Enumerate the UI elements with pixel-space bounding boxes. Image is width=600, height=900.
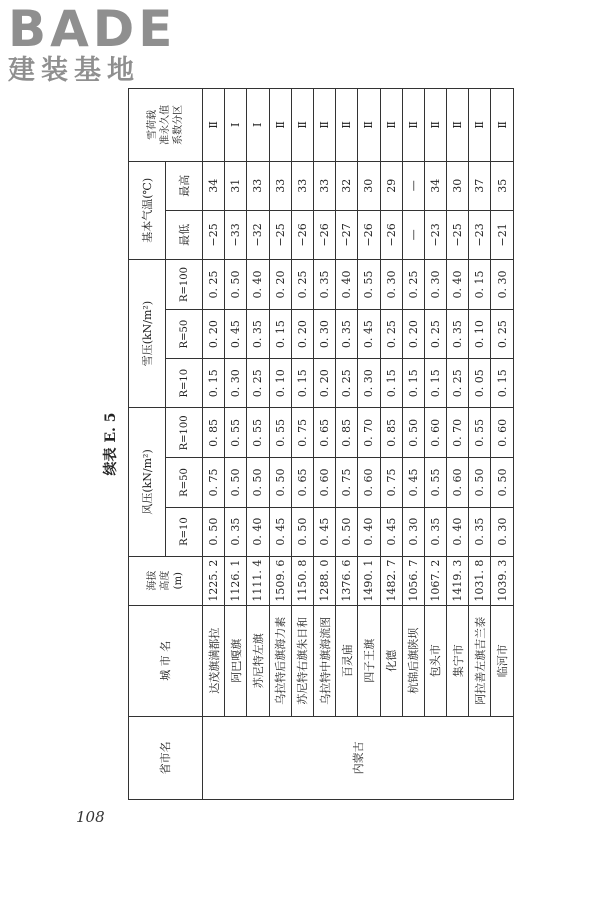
snow-zone-cell: Ⅱ <box>269 89 291 162</box>
header-wind-r100: R=100 <box>166 408 203 458</box>
snow-r100-cell: 0. 35 <box>313 259 335 309</box>
wind-r50-cell: 0. 55 <box>424 458 446 507</box>
altitude-cell: 1056. 7 <box>402 556 424 605</box>
table-row <box>380 89 402 800</box>
wind-r10-cell: 0. 40 <box>447 507 469 556</box>
header-altitude <box>129 556 203 605</box>
climate-data-table <box>128 88 514 800</box>
snow-r50-cell: 0. 30 <box>313 310 335 359</box>
temp-max-cell: 31 <box>225 161 247 210</box>
temp-min-cell: −23 <box>469 210 491 259</box>
snow-r100-cell: 0. 40 <box>336 259 358 309</box>
watermark-brand: BADE <box>8 0 177 58</box>
snow-r50-cell: 0. 25 <box>424 310 446 359</box>
snow-zone-cell: Ⅱ <box>358 89 380 162</box>
wind-r10-cell: 0. 40 <box>358 507 380 556</box>
snow-r10-cell: 0. 30 <box>225 359 247 408</box>
snow-r50-cell: 0. 45 <box>225 310 247 359</box>
temp-min-cell: −26 <box>291 210 313 259</box>
altitude-cell: 1225. 2 <box>203 556 225 605</box>
temp-max-cell: 33 <box>269 161 291 210</box>
altitude-cell: 1111. 4 <box>247 556 269 605</box>
wind-r50-cell: 0. 45 <box>402 458 424 507</box>
snow-r100-cell: 0. 25 <box>203 259 225 309</box>
wind-r10-cell: 0. 45 <box>269 507 291 556</box>
header-city: 城 市 名 <box>129 605 203 716</box>
snow-r10-cell: 0. 25 <box>336 359 358 408</box>
wind-r10-cell: 0. 35 <box>424 507 446 556</box>
temp-max-cell: 33 <box>313 161 335 210</box>
wind-r10-cell: 0. 40 <box>247 507 269 556</box>
page-number: 108 <box>76 808 105 826</box>
snow-r50-cell: 0. 20 <box>203 310 225 359</box>
altitude-cell: 1509. 6 <box>269 556 291 605</box>
wind-r10-cell: 0. 30 <box>491 507 513 556</box>
snow-r100-cell: 0. 20 <box>269 259 291 309</box>
snow-zone-cell: Ⅱ <box>491 89 513 162</box>
header-wind-r50: R=50 <box>166 458 203 507</box>
temp-min-cell: −33 <box>225 210 247 259</box>
snow-zone-cell: Ⅱ <box>402 89 424 162</box>
temp-max-cell: 30 <box>447 161 469 210</box>
wind-r10-cell: 0. 45 <box>313 507 335 556</box>
wind-r100-cell: 0. 50 <box>402 408 424 458</box>
snow-r50-cell: 0. 35 <box>336 310 358 359</box>
snow-r10-cell: 0. 20 <box>313 359 335 408</box>
city-cell: 集宁市 <box>447 605 469 716</box>
table-row <box>203 89 225 800</box>
wind-r10-cell: 0. 35 <box>225 507 247 556</box>
snow-zone-cell: Ⅱ <box>447 89 469 162</box>
table-row <box>469 89 491 800</box>
province-cell: 内蒙古 <box>203 716 514 799</box>
temp-min-cell: −23 <box>424 210 446 259</box>
wind-r100-cell: 0. 60 <box>424 408 446 458</box>
snow-r50-cell: 0. 10 <box>469 310 491 359</box>
snow-r50-cell: 0. 15 <box>269 310 291 359</box>
temp-min-cell: −25 <box>203 210 225 259</box>
snow-r100-cell: 0. 50 <box>225 259 247 309</box>
header-wind-r10: R=10 <box>166 507 203 556</box>
table-row <box>402 89 424 800</box>
snow-r100-cell: 0. 40 <box>447 259 469 309</box>
wind-r10-cell: 0. 50 <box>291 507 313 556</box>
wind-r50-cell: 0. 50 <box>269 458 291 507</box>
wind-r100-cell: 0. 85 <box>336 408 358 458</box>
snow-zone-cell: Ⅱ <box>424 89 446 162</box>
city-cell: 苏尼特左旗 <box>247 605 269 716</box>
snow-r10-cell: 0. 15 <box>291 359 313 408</box>
temp-min-cell: −25 <box>269 210 291 259</box>
wind-r100-cell: 0. 60 <box>491 408 513 458</box>
wind-r50-cell: 0. 65 <box>291 458 313 507</box>
watermark-subtitle: 建装基地 <box>8 55 140 86</box>
wind-r10-cell: 0. 50 <box>336 507 358 556</box>
header-snow-r100: R=100 <box>166 259 203 309</box>
snow-zone-cell: Ⅱ <box>313 89 335 162</box>
temp-max-cell: 37 <box>469 161 491 210</box>
watermark-logo <box>8 2 176 86</box>
wind-r100-cell: 0. 85 <box>380 408 402 458</box>
header-province: 省市名 <box>129 716 203 799</box>
snow-r10-cell: 0. 10 <box>269 359 291 408</box>
table-caption: 续表 E. 5 <box>103 412 119 476</box>
altitude-cell: 1419. 3 <box>447 556 469 605</box>
table-row <box>424 89 446 800</box>
snow-r50-cell: 0. 20 <box>291 310 313 359</box>
wind-r50-cell: 0. 50 <box>225 458 247 507</box>
city-cell: 杭锦后旗陕坝 <box>402 605 424 716</box>
city-cell: 达茂旗满都拉 <box>203 605 225 716</box>
city-cell: 乌拉特后旗海力素 <box>269 605 291 716</box>
wind-r50-cell: 0. 60 <box>447 458 469 507</box>
snow-r100-cell: 0. 40 <box>247 259 269 309</box>
snow-zone-cell: Ⅱ <box>291 89 313 162</box>
wind-r10-cell: 0. 50 <box>203 507 225 556</box>
wind-r100-cell: 0. 70 <box>358 408 380 458</box>
city-cell: 阿巴嘎旗 <box>225 605 247 716</box>
snow-r10-cell: 0. 15 <box>380 359 402 408</box>
wind-r100-cell: 0. 70 <box>447 408 469 458</box>
wind-r50-cell: 0. 50 <box>247 458 269 507</box>
snow-zone-cell: Ⅱ <box>336 89 358 162</box>
header-zone-line3: 系数分区 <box>173 104 184 145</box>
temp-max-cell: — <box>402 161 424 210</box>
temp-max-cell: 30 <box>358 161 380 210</box>
snow-r10-cell: 0. 25 <box>447 359 469 408</box>
snow-r100-cell: 0. 30 <box>491 259 513 309</box>
snow-r10-cell: 0. 15 <box>402 359 424 408</box>
table-row <box>247 89 269 800</box>
temp-min-cell: −32 <box>247 210 269 259</box>
altitude-cell: 1288. 0 <box>313 556 335 605</box>
wind-r100-cell: 0. 75 <box>291 408 313 458</box>
table-row <box>313 89 335 800</box>
snow-r10-cell: 0. 15 <box>424 359 446 408</box>
wind-r50-cell: 0. 50 <box>469 458 491 507</box>
wind-r50-cell: 0. 75 <box>203 458 225 507</box>
city-cell: 包头市 <box>424 605 446 716</box>
temp-max-cell: 29 <box>380 161 402 210</box>
wind-r50-cell: 0. 60 <box>313 458 335 507</box>
snow-r100-cell: 0. 15 <box>469 259 491 309</box>
temp-min-cell: — <box>402 210 424 259</box>
table-row <box>447 89 469 800</box>
snow-r10-cell: 0. 30 <box>358 359 380 408</box>
header-zone-line2: 准永久值 <box>160 104 171 145</box>
city-cell: 百灵庙 <box>336 605 358 716</box>
wind-r100-cell: 0. 85 <box>203 408 225 458</box>
temp-min-cell: −25 <box>447 210 469 259</box>
temp-max-cell: 33 <box>247 161 269 210</box>
wind-r50-cell: 0. 75 <box>336 458 358 507</box>
snow-zone-cell: Ⅱ <box>380 89 402 162</box>
table-body <box>203 89 514 800</box>
city-cell: 临河市 <box>491 605 513 716</box>
wind-r10-cell: 0. 30 <box>402 507 424 556</box>
temp-max-cell: 35 <box>491 161 513 210</box>
header-snow: 雪压(kN/m²) <box>129 259 166 407</box>
altitude-cell: 1482. 7 <box>380 556 402 605</box>
table-row <box>291 89 313 800</box>
table-row <box>358 89 380 800</box>
snow-zone-cell: Ⅱ <box>203 89 225 162</box>
wind-r50-cell: 0. 60 <box>358 458 380 507</box>
table-row <box>336 89 358 800</box>
header-temp-min: 最低 <box>166 210 203 259</box>
city-cell: 阿拉善左旗吉兰泰 <box>469 605 491 716</box>
wind-r100-cell: 0. 55 <box>269 408 291 458</box>
wind-r100-cell: 0. 65 <box>313 408 335 458</box>
header-zone <box>129 89 203 162</box>
snow-r100-cell: 0. 55 <box>358 259 380 309</box>
temp-max-cell: 34 <box>424 161 446 210</box>
city-cell: 苏尼特右旗朱日和 <box>291 605 313 716</box>
header-altitude-line3: (m) <box>173 572 184 590</box>
snow-r10-cell: 0. 05 <box>469 359 491 408</box>
altitude-cell: 1376. 6 <box>336 556 358 605</box>
temp-max-cell: 32 <box>336 161 358 210</box>
rotated-table-block <box>94 88 510 800</box>
altitude-cell: 1490. 1 <box>358 556 380 605</box>
header-snow-r50: R=50 <box>166 310 203 359</box>
header-altitude-line2: 高度 <box>160 570 171 591</box>
snow-r100-cell: 0. 30 <box>424 259 446 309</box>
header-altitude-line1: 海拔 <box>147 570 158 591</box>
snow-r10-cell: 0. 15 <box>203 359 225 408</box>
temp-min-cell: −26 <box>380 210 402 259</box>
temp-max-cell: 34 <box>203 161 225 210</box>
header-temp-max: 最高 <box>166 161 203 210</box>
wind-r10-cell: 0. 45 <box>380 507 402 556</box>
snow-r50-cell: 0. 35 <box>247 310 269 359</box>
city-cell: 乌拉特中旗海流图 <box>313 605 335 716</box>
snow-r10-cell: 0. 15 <box>491 359 513 408</box>
header-wind: 风压(kN/m²) <box>129 408 166 556</box>
table-row <box>491 89 513 800</box>
wind-r50-cell: 0. 75 <box>380 458 402 507</box>
temp-min-cell: −21 <box>491 210 513 259</box>
snow-r100-cell: 0. 25 <box>402 259 424 309</box>
table-row <box>225 89 247 800</box>
temp-min-cell: −27 <box>336 210 358 259</box>
altitude-cell: 1031. 8 <box>469 556 491 605</box>
temp-min-cell: −26 <box>358 210 380 259</box>
wind-r50-cell: 0. 50 <box>491 458 513 507</box>
altitude-cell: 1067. 2 <box>424 556 446 605</box>
snow-r10-cell: 0. 25 <box>247 359 269 408</box>
city-cell: 四子王旗 <box>358 605 380 716</box>
city-cell: 化德 <box>380 605 402 716</box>
snow-r50-cell: 0. 35 <box>447 310 469 359</box>
snow-zone-cell: Ⅰ <box>225 89 247 162</box>
header-snow-r10: R=10 <box>166 359 203 408</box>
header-zone-line1: 雪荷载 <box>147 109 158 140</box>
altitude-cell: 1150. 8 <box>291 556 313 605</box>
wind-r100-cell: 0. 55 <box>247 408 269 458</box>
snow-zone-cell: Ⅰ <box>247 89 269 162</box>
snow-r50-cell: 0. 20 <box>402 310 424 359</box>
snow-r50-cell: 0. 25 <box>491 310 513 359</box>
snow-r100-cell: 0. 30 <box>380 259 402 309</box>
snow-r100-cell: 0. 25 <box>291 259 313 309</box>
wind-r10-cell: 0. 35 <box>469 507 491 556</box>
wind-r100-cell: 0. 55 <box>469 408 491 458</box>
table-row <box>269 89 291 800</box>
snow-zone-cell: Ⅱ <box>469 89 491 162</box>
snow-r50-cell: 0. 25 <box>380 310 402 359</box>
altitude-cell: 1126. 1 <box>225 556 247 605</box>
header-temp: 基本气温(℃) <box>129 161 166 259</box>
temp-max-cell: 33 <box>291 161 313 210</box>
snow-r50-cell: 0. 45 <box>358 310 380 359</box>
altitude-cell: 1039. 3 <box>491 556 513 605</box>
wind-r100-cell: 0. 55 <box>225 408 247 458</box>
temp-min-cell: −26 <box>313 210 335 259</box>
